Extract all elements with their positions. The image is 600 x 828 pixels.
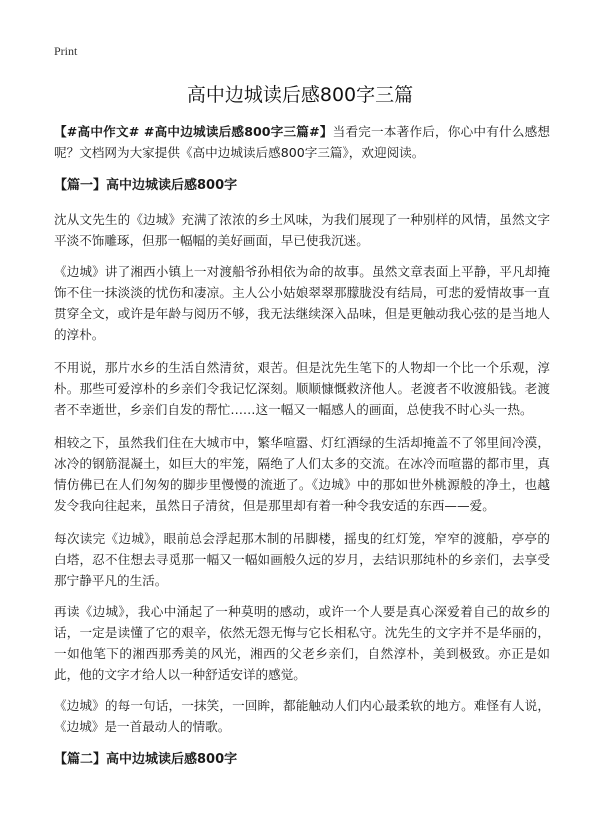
- paragraph: 相较之下，虽然我们住在大城市中，繁华喧嚣、灯红酒绿的生活却掩盖不了邻里间冷漠，冰冷的钢筋混凝土，如巨大的牢笼，隔绝了人们太多的交流。在冰冷而喧嚣的都市里，真情仿佛已在人们匆匆的脚步里慢慢的流逝了。《边城》中的那如世外桃源般的净土，也越发令我向往起来，虽然日子清贫，但是那里却有着一种令我安适的东西——爱。: [54, 435, 550, 513]
- section-heading-1: 【篇一】高中边城读后感800字: [54, 178, 238, 193]
- document-body: [54, 121, 550, 783]
- intro-paragraph: [54, 121, 550, 163]
- paragraph: 沈从文先生的《边城》充满了浓浓的乡土风味，为我们展现了一种别样的风情，虽然文字平淡不饰雕琢，但那一幅幅的美好画面，早已使我沉迷。: [54, 212, 550, 248]
- paragraph: 每次读完《边城》，眼前总会浮起那木制的吊脚楼，摇曳的红灯笼，窄窄的渡船，亭亭的白塔，忍不住想去寻觅那一幅又一幅如画般久远的岁月，去结识那纯朴的乡亲们，去享受那宁静平凡的生活。: [54, 531, 550, 588]
- section-heading-2: 【篇二】高中边城读后感800字: [54, 752, 238, 767]
- paragraph: 《边城》讲了湘西小镇上一对渡船爷孙相依为命的故事。虽然文章表面上平静，平凡却掩饰不住一抹淡淡的忧伤和凄凉。主人公小姑娘翠翠那朦胧没有结局，可悲的爱情故事一直贯穿全文，或许是年龄与阅历不够，我无法继续深入品味，但是更触动我心弦的是当地人的淳朴。: [54, 264, 550, 342]
- print-label: Print: [54, 44, 78, 58]
- paragraph: 不用说，那片水乡的生活自然清贫，艰苦。但是沈先生笔下的人物却一个比一个乐观，淳朴。那些可爱淳朴的乡亲们令我记忆深刻。顺顺慷慨救济他人。老渡者不收渡船钱。老渡者不幸逝世，乡亲们自发的帮忙……这一幅又一幅感人的画面，总使我不时心头一热。: [54, 360, 550, 417]
- document-title: 高中边城读后感800字三篇: [186, 84, 414, 106]
- intro-text: 当看完一本著作后，你心中有什么感想呢？文档网为大家提供《高中边城读后感800字三篇》，欢迎阅读。: [54, 124, 550, 160]
- paragraph: 《边城》的每一句话，一抹笑，一回眸，都能触动人们内心最柔软的地方。难怪有人说，《边城》是一首最动人的情歌。: [54, 698, 550, 734]
- intro-tag: 【#高中作文# #高中边城读后感800字三篇#】: [54, 124, 333, 139]
- paragraph: 再读《边城》，我心中涌起了一种莫明的感动，或许一个人要是真心深爱着自己的故乡的话，一定是读懂了它的艰辛，依然无怨无悔与它长相私守。沈先生的文字并不是华丽的，一如他笔下的湘西那秀美的风光，湘西的父老乡亲们，自然淳朴，美到极致。亦正是如此，他的文字才给人以一种舒适安详的感觉。: [54, 604, 550, 682]
